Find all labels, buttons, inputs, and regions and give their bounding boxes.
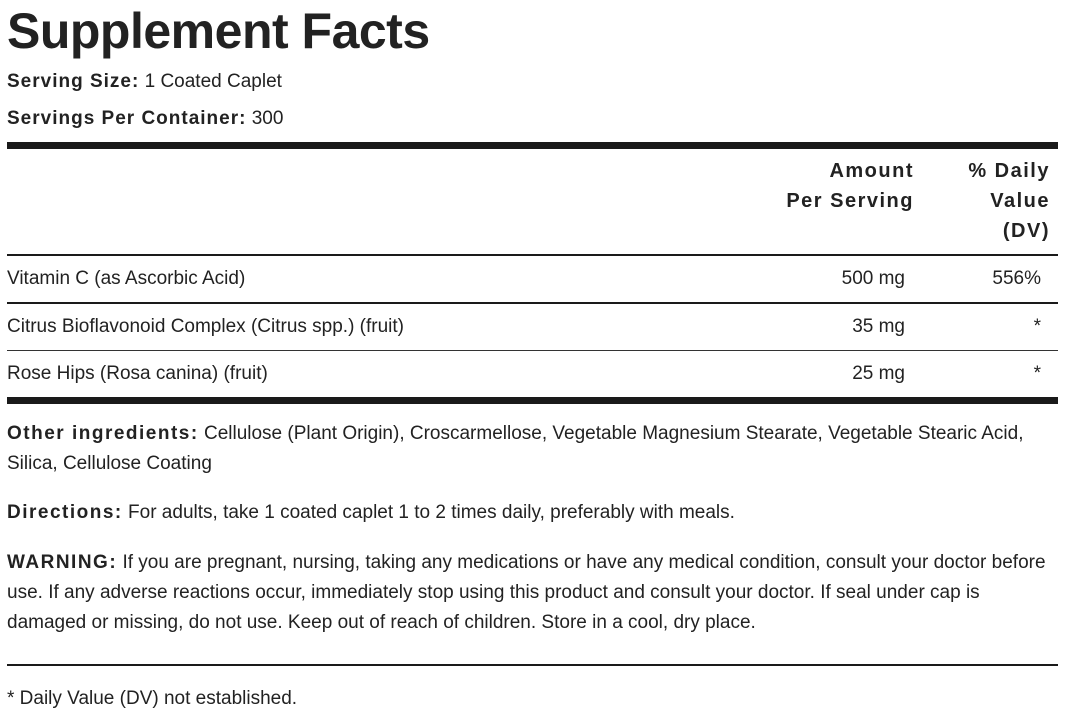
ingredient-daily-value: 556% [992,268,1041,289]
warning [7,548,1047,638]
daily-value-header [930,156,1050,246]
ingredient-amount: 35 mg [852,316,905,337]
page-title: Supplement Facts [7,3,430,59]
ingredient-name: Rose Hips (Rosa canina) (fruit) [7,363,268,384]
daily-value-footnote: * Daily Value (DV) not established. [7,688,298,709]
other-ingredients-label: Other ingredients: [7,423,199,444]
footer-divider [7,664,1058,666]
ingredient-name: Citrus Bioflavonoid Complex (Citrus spp.) (fruit) [7,316,405,337]
table-row [7,351,1058,397]
amount-header-line1: Amount [829,160,914,182]
dv-header-line2: Value [990,190,1050,212]
bottom-thick-divider [7,397,1058,404]
ingredient-daily-value: * [1033,363,1041,384]
amount-per-serving-header [714,156,914,216]
other-ingredients-text: Cellulose (Plant Origin), Croscarmellose, Vegetable Magnesium Stearate, Vegetable Stearic Acid, Silica, Cellulose Coating [7,423,1024,474]
ingredient-amount: 500 mg [841,268,905,289]
dv-header-line3: (DV) [1002,220,1050,242]
warning-label: WARNING: [7,552,118,573]
serving-size [7,70,282,94]
ingredient-amount: 25 mg [852,363,905,384]
amount-header-line2: Per Serving [786,190,914,212]
table-row [7,304,1058,350]
servings-per-container [7,107,283,131]
ingredient-name: Vitamin C (as Ascorbic Acid) [7,268,246,289]
servings-per-container-label: Servings Per Container: [7,108,247,129]
dv-header-line1: % Daily [968,160,1050,182]
directions [7,498,1047,528]
serving-size-label: Serving Size: [7,71,140,92]
directions-label: Directions: [7,502,123,523]
warning-text: If you are pregnant, nursing, taking any medications or have any medical condition, consult your doctor before use. If any adverse reactions occur, immediately stop using this product and consult your doctor. If seal under cap is damaged or missing, do not use. Keep out of reach of children. Store in a cool, dry place. [7,552,1046,633]
servings-per-container-value: 300 [251,108,284,129]
directions-text: For adults, take 1 coated caplet 1 to 2 times daily, preferably with meals. [128,502,735,523]
ingredient-daily-value: * [1033,316,1041,337]
top-thick-divider [7,142,1058,149]
serving-size-value: 1 Coated Caplet [144,71,282,92]
other-ingredients [7,419,1047,479]
table-row [7,256,1058,302]
